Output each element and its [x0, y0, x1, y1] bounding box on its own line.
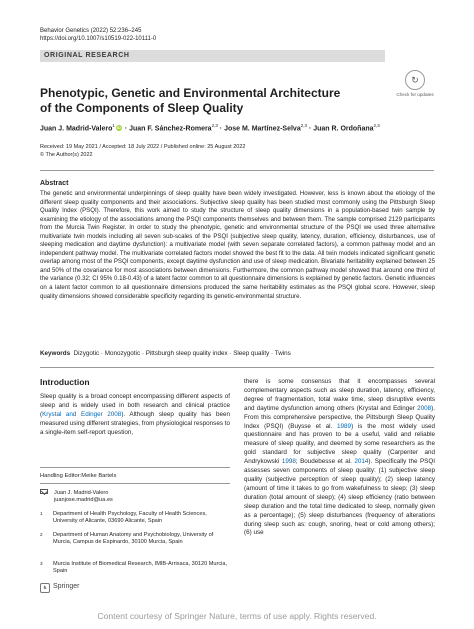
- title-line-2: of the Components of Sleep Quality: [40, 101, 244, 115]
- divider: [40, 467, 230, 468]
- affiliation-3: [40, 561, 230, 575]
- author-list: Juan J. Madrid‑Valero$^1$ iD · Juan F. Sánchez‑Romera$^{2,3}$ · Jose M. Martínez‑Selva$^{2,3}$ · Juan R. Ordoñana$^{2,3}$: [40, 123, 380, 133]
- affiliation-number: 2: [40, 532, 43, 537]
- doi-link[interactable]: https://doi.org/10.1007/s10519-022-10111-0: [40, 36, 157, 42]
- introduction-heading: Introduction: [40, 377, 90, 387]
- journal-citation: [40, 27, 156, 43]
- author-name[interactable]: Jose M. Martínez‑Selva: [224, 125, 301, 133]
- citation-link[interactable]: 2014: [354, 458, 369, 466]
- refresh-check-icon: ↻: [405, 70, 425, 90]
- body-text: ). Specifically the PSQI assesses seven components of sleep quality: (1) subjective sleep quality (subjective perception of sleep quality); (2) sleep latency (amount of time it takes to go from wakefulness to sleep; (3) sleep duration (total amount of sleep); (4) sleep efficiency (ratio between sleep duration and the total time dedicated to sleep, normally given as a percentage); (5) sleep disturbances (frequency of alterations during sleep such as: cough, snoring, heat or cold among others); (6) use: [244, 458, 435, 537]
- citation-link[interactable]: 1998: [281, 458, 296, 466]
- citation-link[interactable]: 1989: [337, 422, 352, 430]
- article-title: [40, 86, 380, 116]
- citation-link[interactable]: 2008: [417, 404, 432, 412]
- abstract-text: The genetic and environmental underpinnings of sleep quality have been widely investigated. However, less is known about the etiology of the different sleep quality components and their associations. Subjective sleep quality has been studied most commonly using the Pittsburgh Sleep Quality Index (PSQI). Therefore, this work aimed to study the structure of sleep quality dimensions in a population-based twin sample by examining the etiology of the associations among the PSQI components themselves and between them. The sample comprised 2129 participants from the Murcia Twin Register. In order to study the phenotypic, genetic and environmental structure of the PSQI we used three alternative multivariate twin models including all seven sub-scales of the PSQI (subjective sleep quality, latency, duration, efficiency, disturbances, use of sleeping medication and daytime dysfunction): a multivariate model (with seven separate correlated factors), a common pathway model and an independent pathway model. The multivariate correlated factors model showed the best fit to the data. All twin models indicated significant genetic overlap among most of the PSQI components, except daytime dysfunction and use of sleep medication. Bivariate heritability explained between 25 and 50% of the covariance for most associations between dimensions. Furthermore, the common pathway model showed that around one third of the variance (0.32; CI 95% 0.18-0.43) of a latent factor common to all questionnaire dimensions is explained by genetic factors. Genetic influences on a latent factor common to all questionnaire dimensions produced the same heritability estimates as the PSQI global score. However, sleep quality dimensions showed considerable specificity regarding its genetic-environmental structure.: [40, 190, 435, 300]
- publication-dates: [40, 144, 245, 159]
- dates-line: Received: 19 May 2021 / Accepted: 18 July 2022 / Published online: 25 August 2022: [40, 144, 246, 150]
- author-affiliation-sup: 2,3: [373, 123, 380, 128]
- body-text: ) is the most widely used questionnaire and has proven to be a useful, valid and reliable measure of sleep quality, and deemed by some researchers as the gold standard for subjective sleep quality (Carpenter and Andrykowski: [244, 422, 435, 466]
- corresponding-author: [40, 489, 230, 504]
- handling-editor: Handling Editor:Meike Bartels: [40, 473, 117, 479]
- check-for-updates-badge[interactable]: [396, 70, 434, 97]
- body-text: ; Boudebesse et al.: [295, 458, 355, 466]
- affiliation-2: [40, 532, 230, 546]
- author-affiliation-sup: 1: [112, 123, 115, 128]
- keywords: [40, 350, 435, 358]
- journal-line: Behavior Genetics (2022) 52:236–245: [40, 28, 142, 34]
- author-name[interactable]: Juan F. Sánchez‑Romera: [129, 125, 212, 133]
- introduction-left-column: [40, 393, 230, 438]
- author-affiliation-sup: 2,3: [300, 123, 307, 128]
- author-name[interactable]: Juan R. Ordoñana: [313, 125, 374, 133]
- body-text: Sleep quality is a broad concept encompassing different aspects of sleep and is widely used in both research and clinical practice (: [40, 393, 230, 418]
- divider: [40, 367, 434, 368]
- envelope-icon[interactable]: [40, 489, 48, 494]
- affiliation-text: Murcia Institute of Biomedical Research, IMIB-Arrixaca, 30120 Murcia, Spain: [53, 561, 228, 574]
- contact-name: Juan J. Madrid-Valero: [54, 490, 109, 496]
- affiliation-1: [40, 511, 230, 525]
- body-text: ). Although sleep quality has been measured using different strategies, from physiological responses to a single-item self-report question,: [40, 410, 230, 436]
- affiliation-text: Department of Human Anatomy and Psychobiology, University of Murcia, Campus de Espinardo, 30100 Murcia, Spain: [53, 532, 214, 545]
- courtesy-footer: Content courtesy of Springer Nature, terms of use apply. Rights reserved.: [97, 611, 377, 621]
- affiliation-number: 1: [40, 511, 43, 516]
- abstract-heading: Abstract: [40, 180, 69, 187]
- publisher-logo: [40, 583, 79, 593]
- contact-email[interactable]: juanjose.madrid@ua.es: [54, 497, 113, 503]
- author-name[interactable]: Juan J. Madrid‑Valero: [40, 125, 113, 133]
- body-text: ). From this comprehensive perspective, the Pittsburgh Sleep Quality Index (PSQI) (Buysse et al.: [244, 404, 435, 430]
- divider: [40, 170, 434, 171]
- publisher-name: Springer: [53, 583, 80, 590]
- article-type-label: ORIGINAL RESEARCH: [44, 52, 130, 59]
- orcid-icon[interactable]: iD: [116, 125, 121, 131]
- divider: [40, 483, 230, 484]
- title-line-1: Phenotypic, Genetic and Environmental Architecture: [40, 86, 341, 100]
- citation-link[interactable]: Krystal and Edinger 2008: [42, 410, 122, 418]
- author-affiliation-sup: 2,3: [211, 123, 218, 128]
- keywords-list: Dizygotic · Monozygotic · Pittsburgh sleep quality index · Sleep quality · Twins: [73, 350, 291, 357]
- introduction-right-column: [244, 378, 435, 538]
- springer-horse-icon: ♞: [40, 583, 50, 593]
- copyright-line: © The Author(s) 2022: [40, 151, 93, 158]
- affiliation-text: Department of Health Psychology, Faculty of Health Sciences, University of Alicante, 03690 Alicante, Spain: [53, 511, 207, 524]
- check-for-updates-label: Check for updates: [396, 92, 434, 97]
- keywords-label: Keywords: [40, 350, 71, 357]
- body-text: there is some consensus that it encompasses several complementary aspects such as sleep duration, latency, efficiency, degree of fragmentation, total wake time, sleep disruptive events and daytime dysfunction among others (Krystal and Edinger: [244, 378, 435, 412]
- affiliation-number: 3: [40, 561, 43, 566]
